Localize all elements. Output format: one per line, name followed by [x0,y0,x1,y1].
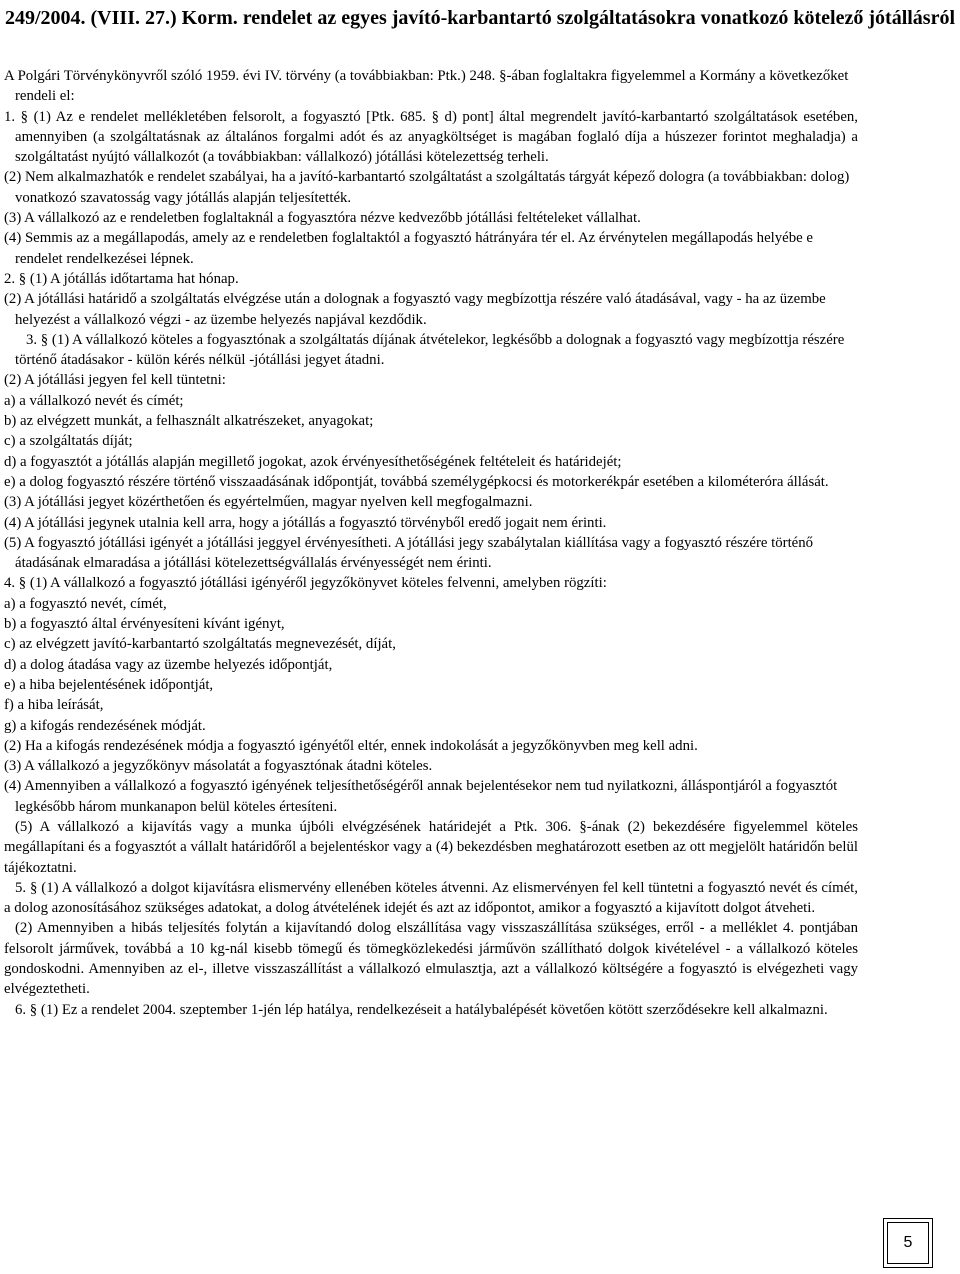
list-item: a) a fogyasztó nevét, címét, [4,595,167,612]
section-4-paragraph-4: (4) Amennyiben a vállalkozó a fogyasztó igényének teljesíthetőségéről annak bejelentésekor nem tud nyilatkozni, álláspontjáról a fogyasztót legkésőbb három munkanapon belül köteles értesíteni. [4,778,838,815]
list-item: b) az elvégzett munkát, a felhasznált alkatrészeket, anyagokat; [4,413,374,430]
section-4-paragraph-3: (3) A vállalkozó a jegyzőkönyv másolatát a fogyasztónak átadni köteles. [4,758,433,775]
section-5-paragraph-2: (2) Amennyiben a hibás teljesítés folytán a kijavítandó dolog elszállítása vagy visszaszállítása szükséges, erről - a melléklet 4. pontjában felsorolt járművek, továbbá a 10 kg-nál kisebb tömegű és tömegközlekedési járművön szállítható dolgok kivételével - a vállalkozó köteles gondoskodni. Amennyiben az el-, illetve visszaszállítást a vállalkozó elmulasztja, azt a vállalkozó költségére a fogyasztó is elvégezheti vagy elvégeztetheti. [4,920,858,998]
document-title: 249/2004. (VIII. 27.) Korm. rendelet az egyes javító-karbantartó szolgáltatásokra vonatkozó kötelező jótállásról [4,7,956,29]
list-item: b) a fogyasztó által érvényesíteni kívánt igényt, [4,616,285,633]
section-1-paragraph-3: (3) A vállalkozó az e rendeletben foglaltaknál a fogyasztóra nézve kedvezőbb jótállási feltételeket vállalhat. [4,210,641,227]
page-number: 5 [903,1234,913,1251]
section-3-paragraph-2: (2) A jótállási jegyen fel kell tüntetni: [4,372,226,389]
list-item: f) a hiba leírását, [4,697,104,714]
list-item: e) a hiba bejelentésének időpontját, [4,676,214,693]
list-item: g) a kifogás rendezésének módját. [4,717,206,734]
section-4-paragraph-5: (5) A vállalkozó a kijavítás vagy a munka újbóli elvégzésének határidejét a Ptk. 306. §-ának (2) bekezdésére figyelemmel köteles megállapítani és a fogyasztót a vállalt határidőről a bejelentéskor vagy a (4) bekezdésben meghatározott esetben az ott megjelölt határidőn belül tájékoztatni. [4,818,858,876]
list-item: c) az elvégzett javító-karbantartó szolgáltatás megnevezését, díját, [4,636,396,653]
section-3-paragraph-3: (3) A jótállási jegyet közérthetően és egyértelműen, magyar nyelven kell megfogalmazni. [4,494,533,511]
page-number-box [883,1218,933,1268]
section-6-paragraph-1: 6. § (1) Ez a rendelet 2004. szeptember 1-jén lép hatálya, rendelkezéseit a hatálybalépését követően kötött szerződésekre kell alkalmazni. [15,1001,828,1018]
section-3-paragraph-4: (4) A jótállási jegynek utalnia kell arra, hogy a jótállás a fogyasztó törvényből eredő jogait nem érinti. [4,514,607,531]
section-1-paragraph-4: (4) Semmis az a megállapodás, amely az e rendeletben foglaltaktól a fogyasztó hátrányára tér el. Az érvénytelen megállapodás helyébe e rendelet rendelkezései lépnek. [4,230,813,267]
section-2-paragraph-1: 2. § (1) A jótállás időtartama hat hónap. [4,270,239,287]
list-item: d) a fogyasztót a jótállás alapján megillető jogokat, azok érvényesíthetőségének feltételeit és határidejét; [4,453,622,470]
section-3-paragraph-5: (5) A fogyasztó jótállási igényét a jótállási jeggyel érvényesítheti. A jótállási jegy szabálytalan kiállítása vagy a fogyasztó részére történő átadásának elmaradása a jótállási kötelezettségvállalás érvényességét nem érinti. [4,534,814,572]
section-1-paragraph-1: 1. § (1) Az e rendelet mellékletében felsorolt, a fogyasztó [Ptk. 685. § d) pont] által megrendelt javító-karbantartó szolgáltatások esetében, amennyiben (a szolgáltatásnak az általános forgalmi adót és az anyagköltséget is magában foglaló díja a húszezer forintot meghaladja) a szolgáltatást nyújtó vállalkozót (a továbbiakban: vállalkozó) jótállási kötelezettség terheli. [4,108,858,166]
document-body [4,66,858,1020]
section-4-paragraph-2: (2) Ha a kifogás rendezésének módja a fogyasztó igényétől eltér, ennek indokolását a jegyzőkönyvben meg kell adni. [4,737,698,754]
list-item: e) a dolog fogyasztó részére történő visszaadásának időpontját, továbbá személygépkocsi és motorkerékpár esetében a kilométeróra állását. [4,473,829,490]
preamble-paragraph: A Polgári Törvénykönyvről szóló 1959. évi IV. törvény (a továbbiakban: Ptk.) 248. §-ában foglaltakra figyelemmel a Kormány a következőket rendeli el: [4,68,849,105]
list-item: d) a dolog átadása vagy az üzembe helyezés időpontját, [4,656,333,673]
list-item: c) a szolgáltatás díját; [4,433,133,450]
section-3-paragraph-1: 3. § (1) A vállalkozó köteles a fogyasztónak a szolgáltatás díjának átvételekor, legkésőbb a dolognak a fogyasztó vagy megbízottja részére történő átadásakor - külön kérés nélkül -jótállási jegyet átadni. [15,331,845,369]
section-1-paragraph-2: (2) Nem alkalmazhatók e rendelet szabályai, ha a javító-karbantartó szolgáltatást a szolgáltatás tárgyát képező dologra (a továbbiakban: dolog) vonatkozó szavatosság vagy jótállás alapján teljesítették. [4,169,850,206]
section-2-paragraph-2: (2) A jótállási határidő a szolgáltatás elvégzése után a dolognak a fogyasztó vagy megbízottja részére való átadásával, vagy - ha az üzembe helyezést a vállalkozó végzi - az üzembe helyezés napjával kezdődik. [4,291,826,328]
section-4-paragraph-1: 4. § (1) A vállalkozó a fogyasztó jótállási igényéről jegyzőkönyvet köteles felvenni, amelyben rögzíti: [4,575,607,592]
section-5-paragraph-1: 5. § (1) A vállalkozó a dolgot kijavításra elismervény ellenében köteles átvenni. Az elismervényen fel kell tüntetni a fogyasztó nevét és címét, a dolog azonosításához szükséges adatokat, a dolog átvételének idejét és azt az időpontot, amikor a fogyasztó a kijavított dolgot átveheti. [4,879,858,917]
list-item: a) a vállalkozó nevét és címét; [4,392,184,409]
